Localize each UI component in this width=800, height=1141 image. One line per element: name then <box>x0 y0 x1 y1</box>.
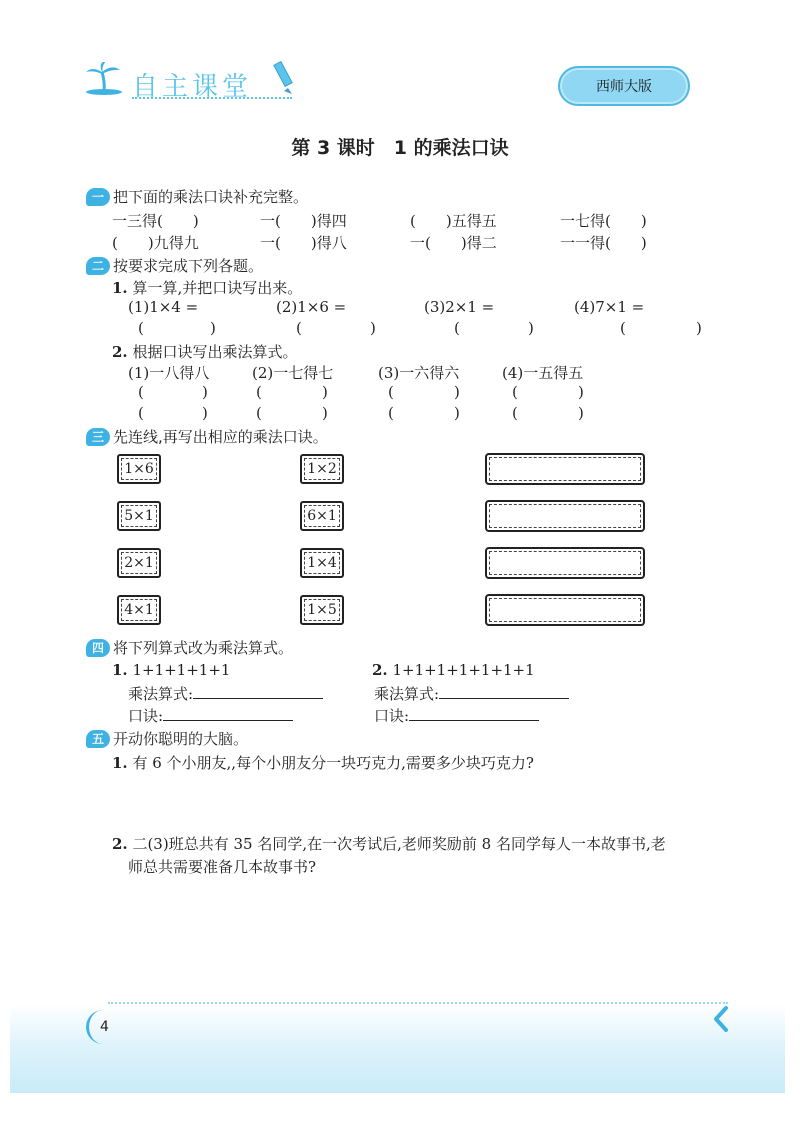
formula-answer-line[interactable] <box>439 685 569 699</box>
calc-item: (1)1×4 = <box>128 298 199 316</box>
answer-paren-close: ) <box>578 404 584 422</box>
fill-blank-item: 一( )得八 <box>260 234 347 252</box>
section-4-heading <box>86 637 293 658</box>
pencil-icon <box>270 60 296 100</box>
match-left-box[interactable]: 1×6 <box>117 454 161 484</box>
question-text: 二(3)班总共有 35 名同学,在一次考试后,老师奖励前 8 名同学每人一本故事书,老 <box>132 835 666 853</box>
rhyme-row <box>374 705 539 726</box>
header-title: 自主课堂 <box>132 72 253 102</box>
formula-row <box>374 683 569 704</box>
formula-answer-line[interactable] <box>193 685 323 699</box>
answer-paren-close: ) <box>202 383 208 401</box>
lesson-title: 第 3 课时 1 的乘法口诀 <box>291 137 509 159</box>
question-4-2 <box>372 661 535 679</box>
edition-badge: 西师大版 <box>558 66 690 106</box>
question-label: 2. <box>372 661 388 679</box>
chevron-left-icon[interactable] <box>712 1006 730 1036</box>
answer-paren-open: ( <box>388 404 394 422</box>
fill-blank-item: 一七得( ) <box>560 212 647 230</box>
footer-dotted-line <box>108 1002 728 1004</box>
question-text: 有 6 个小朋友,,每个小朋友分一块巧克力,需要多少块巧克力? <box>132 754 534 772</box>
rhyme-row <box>128 705 293 726</box>
section-title: 将下列算式改为乘法算式。 <box>113 639 294 657</box>
rhyme-answer-line[interactable] <box>409 707 539 721</box>
rhyme-item: (4)一五得五 <box>502 364 584 382</box>
question-text: 1+1+1+1+1 <box>132 661 231 679</box>
rhyme-label: 口诀: <box>128 707 164 725</box>
match-middle-box[interactable]: 1×2 <box>300 454 344 484</box>
question-5-1 <box>112 752 534 773</box>
answer-paren-open: ( <box>138 404 144 422</box>
answer-paren-open: ( <box>256 383 262 401</box>
formula-label: 乘法算式: <box>374 685 440 703</box>
section-number-badge: 五 <box>86 730 110 748</box>
answer-paren-open: ( <box>512 404 518 422</box>
question-4-1 <box>112 661 230 679</box>
section-number-badge: 二 <box>86 257 110 275</box>
match-middle-box[interactable]: 1×4 <box>300 548 344 578</box>
match-left-box[interactable]: 5×1 <box>117 501 161 531</box>
section-title: 把下面的乘法口诀补充完整。 <box>113 188 309 206</box>
question-5-2 <box>112 833 666 854</box>
answer-paren-close: ) <box>322 383 328 401</box>
fill-blank-item: ( )五得五 <box>410 212 497 230</box>
question-5-2-continued: 师总共需要准备几本故事书? <box>128 858 317 876</box>
match-left-box[interactable]: 4×1 <box>117 595 161 625</box>
palm-tree-icon <box>84 62 128 100</box>
answer-paren-open: ( <box>454 319 460 337</box>
section-title: 按要求完成下列各题。 <box>113 257 264 275</box>
section-title: 先连线,再写出相应的乘法口诀。 <box>113 428 328 446</box>
question-text: 根据口诀写出乘法算式。 <box>132 343 298 361</box>
answer-paren-open: ( <box>256 404 262 422</box>
question-2-2 <box>112 341 297 362</box>
answer-paren-close: ) <box>528 319 534 337</box>
rhyme-answer-line[interactable] <box>163 707 293 721</box>
question-label: 1. <box>112 279 128 297</box>
fill-blank-item: 一一得( ) <box>560 234 647 252</box>
answer-paren-close: ) <box>322 404 328 422</box>
section-1-heading <box>86 186 308 207</box>
answer-paren-close: ) <box>454 404 460 422</box>
section-number-badge: 一 <box>86 188 110 206</box>
formula-label: 乘法算式: <box>128 685 194 703</box>
answer-paren-open: ( <box>296 319 302 337</box>
fill-blank-item: 一三得( ) <box>112 212 199 230</box>
answer-paren-open: ( <box>138 383 144 401</box>
question-text: 1+1+1+1+1+1+1 <box>392 661 535 679</box>
question-label: 2. <box>112 343 128 361</box>
answer-paren-close: ) <box>210 319 216 337</box>
rhyme-answer-box[interactable] <box>485 547 645 579</box>
fill-blank-item: ( )九得九 <box>112 234 199 252</box>
rhyme-item: (2)一七得七 <box>252 364 334 382</box>
answer-paren-open: ( <box>138 319 144 337</box>
answer-paren-open: ( <box>620 319 626 337</box>
answer-paren-close: ) <box>370 319 376 337</box>
rhyme-item: (1)一八得八 <box>128 364 210 382</box>
match-left-box[interactable]: 2×1 <box>117 548 161 578</box>
page-number: 4 <box>86 1010 120 1044</box>
answer-paren-open: ( <box>512 383 518 401</box>
calc-item: (3)2×1 = <box>424 298 495 316</box>
answer-paren-close: ) <box>454 383 460 401</box>
question-text: 算一算,并把口诀写出来。 <box>132 279 303 297</box>
rhyme-answer-box[interactable] <box>485 453 645 485</box>
answer-paren-close: ) <box>202 404 208 422</box>
rhyme-answer-box[interactable] <box>485 500 645 532</box>
answer-paren-close: ) <box>696 319 702 337</box>
question-2-1 <box>112 277 302 298</box>
fill-blank-item: 一( )得四 <box>260 212 347 230</box>
match-middle-box[interactable]: 6×1 <box>300 501 344 531</box>
question-label: 2. <box>112 835 128 853</box>
section-title: 开动你聪明的大脑。 <box>113 730 249 748</box>
rhyme-label: 口诀: <box>374 707 410 725</box>
section-5-heading <box>86 728 248 749</box>
match-middle-box[interactable]: 1×5 <box>300 595 344 625</box>
fill-blank-item: 一( )得二 <box>410 234 497 252</box>
calc-item: (4)7×1 = <box>574 298 645 316</box>
section-2-heading <box>86 255 263 276</box>
section-number-badge: 三 <box>86 428 110 446</box>
question-label: 1. <box>112 661 128 679</box>
rhyme-item: (3)一六得六 <box>378 364 460 382</box>
section-3-heading <box>86 426 328 447</box>
footer-band <box>10 1005 785 1093</box>
formula-row <box>128 683 323 704</box>
section-number-badge: 四 <box>86 639 110 657</box>
answer-paren-open: ( <box>388 383 394 401</box>
header-dotted-line <box>132 97 292 99</box>
answer-paren-close: ) <box>578 383 584 401</box>
rhyme-answer-box[interactable] <box>485 594 645 626</box>
question-label: 1. <box>112 754 128 772</box>
calc-item: (2)1×6 = <box>276 298 347 316</box>
